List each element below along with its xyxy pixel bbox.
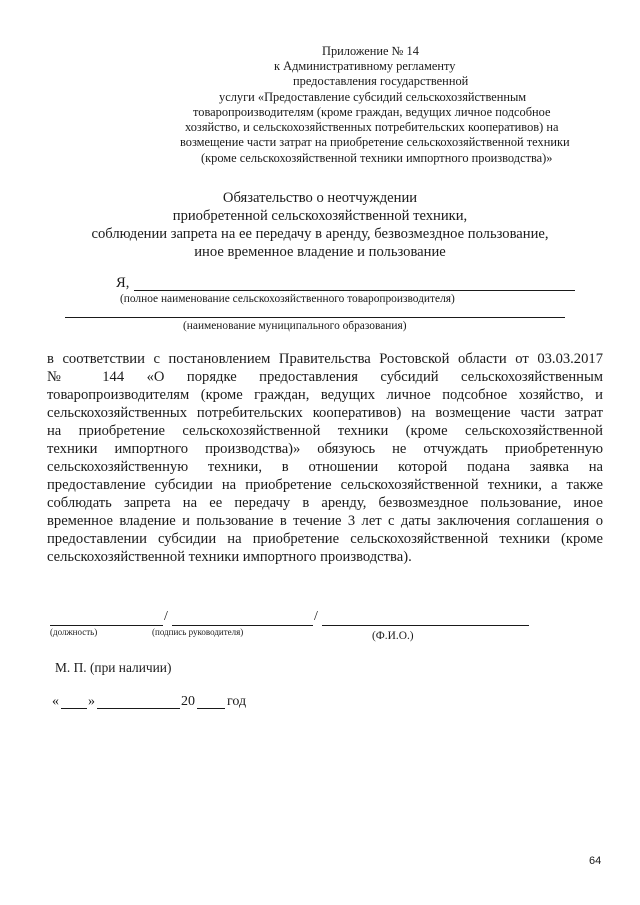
- signature-slash-1: /: [164, 609, 168, 624]
- body-line-12: сельскохозяйственной техники импортного производства).: [47, 549, 412, 565]
- appendix-line-7: возмещение части затрат на приобретение сельскохозяйственной техники: [180, 135, 570, 149]
- appendix-line-8: (кроме сельскохозяйственной техники импортного производства)»: [201, 151, 553, 165]
- page-number: 64: [589, 855, 602, 867]
- body-line-5: на приобретение сельскохозяйственной техники (кроме сельскохозяйственной: [47, 423, 603, 439]
- position-field[interactable]: [50, 625, 163, 626]
- appendix-line-3: предоставления государственной: [293, 74, 469, 88]
- i-label: Я,: [116, 275, 130, 291]
- body-line-6: техники импортного производства)» обязуюсь не отчуждать приобретенную: [47, 441, 603, 457]
- title-line-3: соблюдении запрета на ее передачу в аренду, безвозмездное пользование,: [91, 226, 549, 242]
- head-signature-caption: (подпись руководителя): [152, 627, 244, 637]
- body-line-4: сельскохозяйственных потребительских кооперативов) на возмещение части затрат: [47, 405, 603, 421]
- body-line-9: соблюдать запрета на ее передачу в аренду, безвозмездное пользование, иное: [47, 495, 603, 511]
- municipality-caption: (наименование муниципального образования): [183, 320, 407, 332]
- date-close-quote: »: [88, 694, 95, 709]
- date-month-field[interactable]: [97, 708, 180, 709]
- head-signature-field[interactable]: [172, 625, 313, 626]
- appendix-line-4: услуги «Предоставление субсидий сельскохозяйственным: [219, 90, 527, 104]
- title-line-1: Обязательство о неотчуждении: [222, 190, 418, 206]
- position-caption: (должность): [50, 627, 98, 637]
- body-line-7: сельскохозяйственную техники, в отношении которой подана заявка на: [47, 459, 603, 475]
- producer-caption: (полное наименование сельскохозяйственного товаропроизводителя): [120, 293, 455, 305]
- signature-slash-2: /: [314, 609, 318, 624]
- producer-name-field[interactable]: [134, 290, 575, 291]
- date-day-field[interactable]: [61, 708, 87, 709]
- date-year-field[interactable]: [197, 708, 225, 709]
- fio-caption: (Ф.И.О.): [372, 630, 414, 642]
- appendix-line-6: хозяйство, и сельскохозяйственных потребительских кооперативов) на: [185, 120, 559, 134]
- municipality-field[interactable]: [65, 317, 565, 318]
- date-century: 20: [181, 694, 195, 709]
- fio-field[interactable]: [322, 625, 529, 626]
- title-line-2: приобретенной сельскохозяйственной техники,: [172, 208, 468, 224]
- body-line-1: в соответствии с постановлением Правительства Ростовской области от 03.03.2017: [47, 351, 603, 367]
- title-line-4: иное временное владение и пользование: [194, 244, 446, 260]
- appendix-line-1: Приложение № 14: [322, 44, 419, 58]
- appendix-line-2: к Административному регламенту: [274, 59, 456, 73]
- stamp-note: М. П. (при наличии): [55, 660, 172, 675]
- body-line-10: временное владение и пользование в течение 3 лет с даты заключения соглашения о: [47, 513, 603, 529]
- body-line-11: предоставлении субсидии на приобретение сельскохозяйственной техники (кроме: [47, 531, 603, 547]
- body-line-2: № 144 «О порядке предоставления субсидий сельскохозяйственным: [47, 369, 603, 385]
- date-open-quote: «: [52, 694, 59, 709]
- appendix-line-5: товаропроизводителям (кроме граждан, ведущих личное подсобное: [193, 105, 551, 119]
- body-line-8: предоставление субсидии на приобретение сельскохозяйственной техники, а также: [47, 477, 603, 493]
- date-year-word: год: [227, 694, 247, 709]
- body-line-3: товаропроизводителям (кроме граждан, ведущих личное подсобное хозяйство, и: [47, 387, 603, 403]
